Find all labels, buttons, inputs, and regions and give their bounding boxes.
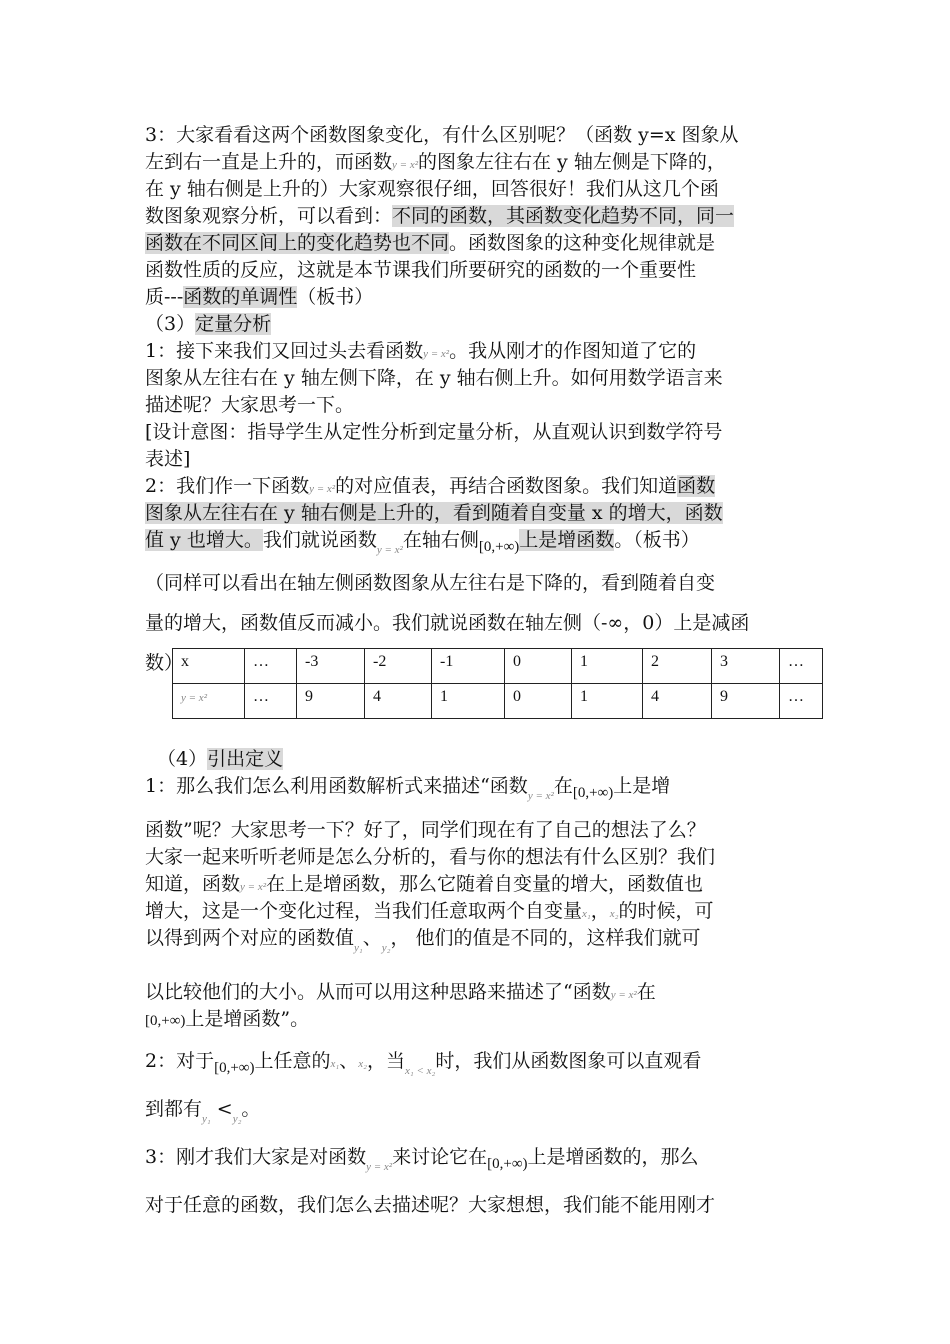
- formula: y = x²: [366, 1161, 393, 1173]
- paragraph-line: [145, 473, 810, 500]
- table-cell: 2: [643, 649, 712, 684]
- table-cell: …: [780, 684, 823, 719]
- paragraph-line: [145, 500, 810, 527]
- formula: y₁: [354, 942, 363, 954]
- value-table: [172, 648, 823, 719]
- table-cell: …: [780, 649, 823, 684]
- text: ，: [590, 900, 610, 922]
- text: 2：我们作一下函数: [145, 475, 310, 497]
- text: 、: [339, 1050, 359, 1072]
- text: 上是增函数”。: [185, 1008, 310, 1030]
- paragraph-line: [145, 446, 810, 473]
- table-cell: 4: [365, 684, 432, 719]
- formula: x₂: [609, 908, 619, 920]
- text: 函数性质的反应，这就是本节课我们所要研究的函数的一个重要性: [145, 259, 697, 281]
- section-title: 定量分析: [195, 313, 272, 335]
- paragraph-line: [145, 203, 810, 230]
- formula: y = x²: [376, 544, 403, 556]
- formula: x₂: [358, 1058, 367, 1070]
- text: 时，我们从函数图象可以直观看: [435, 1050, 702, 1072]
- paragraph-line: [145, 925, 810, 969]
- text: 左到右一直是上升的，而函数: [145, 151, 393, 173]
- text: 2：对于: [145, 1050, 215, 1072]
- table-cell: 1: [572, 649, 643, 684]
- paragraph-line: [145, 773, 810, 817]
- document-body-continued: [145, 746, 810, 1217]
- table-cell: 1: [432, 684, 505, 719]
- section-number: （4）: [157, 748, 208, 770]
- paragraph-line: [145, 230, 810, 257]
- formula: y₁: [202, 1113, 211, 1125]
- text: 数图象观察分析，可以看到：: [145, 205, 393, 227]
- table-cell: x: [173, 649, 245, 684]
- paragraph-line: [145, 1046, 810, 1094]
- table-cell: -3: [297, 649, 365, 684]
- paragraph-line: [145, 176, 810, 203]
- paragraph-line: [145, 365, 810, 392]
- formula: x₁ < x₂: [404, 1065, 436, 1077]
- paragraph-line: [145, 149, 810, 176]
- formula: y = x²: [240, 881, 267, 893]
- text: 在上是增函数，那么它随着自变量的增大，函数值也: [266, 873, 704, 895]
- table-cell: 1: [572, 684, 643, 719]
- text: 以得到两个对应的函数值: [145, 927, 355, 949]
- text: 到都有: [145, 1098, 203, 1120]
- paragraph-line: [145, 1006, 810, 1046]
- text: 以比较他们的大小。从而可以用这种思路来描述了“函数: [145, 981, 611, 1003]
- text: 大家一起来听听老师是怎么分析的，看与你的想法有什么区别？我们: [145, 846, 716, 868]
- section-heading: [145, 311, 810, 338]
- table-cell: [173, 684, 245, 719]
- formula: y = x²: [423, 348, 450, 360]
- paragraph-line: [145, 979, 810, 1006]
- text: 1：接下来我们又回过头去看函数: [145, 340, 424, 362]
- paragraph-line: [145, 284, 810, 311]
- paragraph-line: [145, 419, 810, 446]
- text: 的时候，可: [618, 900, 714, 922]
- paragraph-line: [145, 871, 810, 898]
- text: 上任意的: [254, 1050, 331, 1072]
- table-cell: 4: [643, 684, 712, 719]
- paragraph-line: [145, 392, 810, 419]
- text: 描述呢？大家思考一下。: [145, 394, 355, 416]
- text: 、: [362, 927, 382, 949]
- paragraph-line: [145, 817, 810, 844]
- text: 增大，这是一个变化过程，当我们任意取两个自变量: [145, 900, 583, 922]
- text: 在: [553, 775, 573, 797]
- formula: y₂: [381, 942, 391, 954]
- formula: x₁: [582, 908, 591, 920]
- text: 3：大家看看这两个函数图象变化，有什么区别呢？（函数 y=x 图象从: [145, 124, 739, 146]
- formula: y = x²: [392, 159, 419, 171]
- interval: [0,+∞): [478, 539, 520, 555]
- paragraph-line: [145, 563, 810, 603]
- text: 我们就说函数: [262, 529, 377, 551]
- formula: y₂: [232, 1113, 242, 1125]
- text: 。我从刚才的作图知道了它的: [449, 340, 697, 362]
- table-cell: 9: [297, 684, 365, 719]
- table-cell: …: [245, 684, 297, 719]
- highlighted-text: 上是增函数: [519, 529, 615, 551]
- text: 量的增大，函数值反而减小。我们就说函数在轴左侧（-∞，0）上是减函: [145, 612, 750, 634]
- text: 上是增: [613, 775, 671, 797]
- table-cell: 3: [712, 649, 780, 684]
- text: （板书）: [297, 286, 374, 308]
- text: 在: [636, 981, 656, 1003]
- table-cell: …: [245, 649, 297, 684]
- interval: [0,+∞): [487, 1156, 528, 1172]
- paragraph-line: [145, 122, 810, 149]
- paragraph-line: [145, 527, 810, 563]
- table-row: [173, 649, 823, 684]
- text: 1：那么我们怎么利用函数解析式来描述“函数: [145, 775, 528, 797]
- text: 。: [241, 1098, 261, 1120]
- paragraph-line: [145, 844, 810, 871]
- formula: y = x²: [610, 989, 637, 1001]
- text: 。（板书）: [614, 529, 700, 551]
- text: 数）: [145, 652, 184, 674]
- section-title: 引出定义: [207, 748, 284, 770]
- text: 图象从左往右在 y 轴左侧下降，在 y 轴右侧上升。如何用数学语言来: [145, 367, 723, 389]
- text: 的对应值表，再结合函数图象。我们知道: [335, 475, 678, 497]
- interval: [0,+∞): [145, 1013, 186, 1029]
- text: 上是增函数的，那么: [527, 1146, 699, 1168]
- highlighted-text: 值 y 也增大。: [145, 529, 263, 551]
- table-row: [173, 684, 823, 719]
- text: 。函数图象的这种变化规律就是: [449, 232, 716, 254]
- interval: [0,+∞): [214, 1060, 255, 1076]
- formula: x₁: [330, 1058, 340, 1070]
- highlighted-text: 不同的函数，其函数变化趋势不同，同一: [392, 205, 735, 227]
- table-cell: -2: [365, 649, 432, 684]
- formula: y = x²: [181, 692, 207, 704]
- text: 在 y 轴右侧是上升的）大家观察很仔细，回答很好！我们从这几个函: [145, 178, 719, 200]
- paragraph-line: [145, 257, 810, 284]
- text: ， 他们的值是不同的，这样我们就可: [390, 927, 701, 949]
- text: （同样可以看出在轴左侧函数图象从左往右是下降的，看到随着自变: [145, 572, 716, 594]
- section-number: （3）: [145, 313, 196, 335]
- text: [设计意图：指导学生从定性分析到定量分析，从直观认识到数学符号: [145, 421, 723, 443]
- highlighted-text: 函数的单调性: [183, 286, 298, 308]
- interval: [0,+∞): [572, 785, 614, 801]
- highlighted-text: 函数在不同区间上的变化趋势也不同: [145, 232, 450, 254]
- paragraph-line: [145, 1142, 810, 1190]
- document-body: [145, 122, 810, 683]
- text: 知道，函数: [145, 873, 241, 895]
- text: 表述]: [145, 448, 191, 470]
- text: 的图象左往右在 y 轴左侧是下降的，: [418, 151, 726, 173]
- paragraph-line: [145, 898, 810, 925]
- table-cell: 9: [712, 684, 780, 719]
- formula: y = x²: [309, 483, 336, 495]
- section-heading: [145, 746, 810, 773]
- formula: <: [216, 1098, 233, 1120]
- paragraph-line: [145, 1190, 810, 1217]
- text: 来讨论它在: [392, 1146, 488, 1168]
- formula: y = x²: [527, 790, 554, 802]
- paragraph-line: [145, 603, 810, 643]
- text: 3：刚才我们大家是对函数: [145, 1146, 367, 1168]
- text: 在轴右侧: [402, 529, 479, 551]
- highlighted-text: 函数: [677, 475, 716, 497]
- table-cell: -1: [432, 649, 505, 684]
- text: 质---: [145, 286, 184, 308]
- table-cell: 0: [505, 649, 572, 684]
- paragraph-line: [145, 1094, 810, 1142]
- highlighted-text: 图象从左往右在 y 轴右侧是上升的，看到随着自变量 x 的增大，函数: [145, 502, 723, 524]
- text: 对于任意的函数，我们怎么去描述呢？大家想想，我们能不能用刚才: [145, 1194, 716, 1216]
- paragraph-line: [145, 338, 810, 365]
- text: 函数”呢？大家思考一下？好了，同学们现在有了自己的想法了么？: [145, 819, 706, 841]
- text: ，当: [366, 1050, 405, 1072]
- table-cell: 0: [505, 684, 572, 719]
